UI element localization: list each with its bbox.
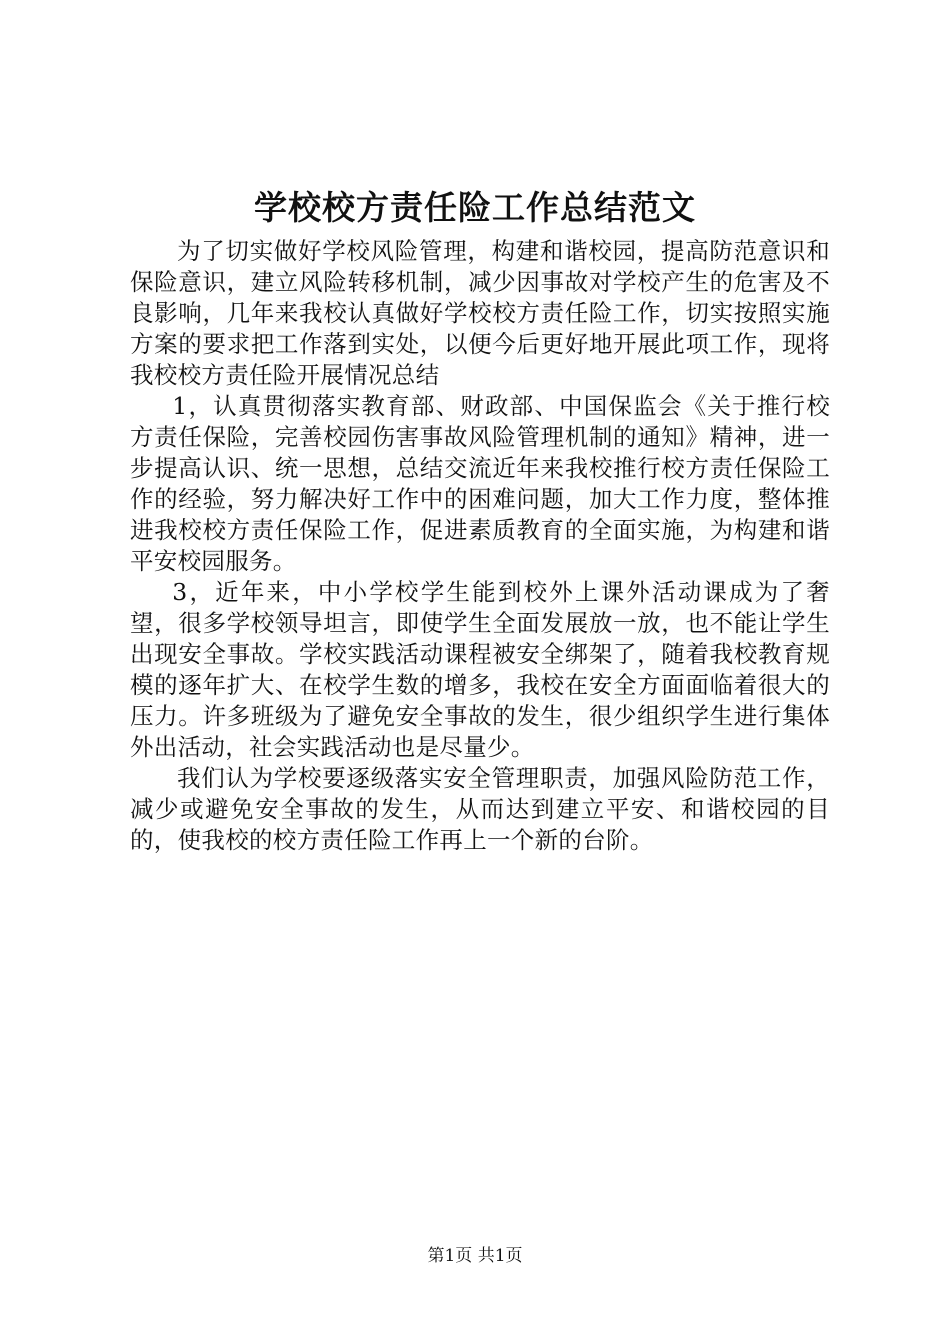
- document-title: 学校校方责任险工作总结范文: [254, 188, 696, 227]
- page-footer: [0, 1245, 950, 1267]
- page-number-label: 第1页 共1页: [427, 1246, 523, 1266]
- paragraph-conclusion: 我们认为学校要逐级落实安全管理职责，加强风险防范工作，减少或避免安全事故的发生，从而达到建立平安、和谐校园的目的，使我校的校方责任险工作再上一个新的台阶。: [130, 764, 830, 854]
- paragraph-item-3: 3，近年来，中小学校学生能到校外上课外活动课成为了奢望，很多学校领导坦言，即使学生全面发展放一放，也不能让学生出现安全事故。学校实践活动课程被安全绑架了，随着我校教育规模的逐年扩大、在校学生数的增多，我校在安全方面面临着很大的压力。许多班级为了避免安全事故的发生，很少组织学生进行集体外出活动，社会实践活动也是尽量少。: [130, 578, 830, 761]
- paragraph-item-1: 1，认真贯彻落实教育部、财政部、中国保监会《关于推行校方责任保险，完善校园伤害事故风险管理机制的通知》精神，进一步提高认识、统一思想，总结交流近年来我校推行校方责任保险工作的经验，努力解决好工作中的困难问题，加大工作力度，整体推进我校校方责任保险工作，促进素质教育的全面实施，为构建和谐平安校园服务。: [130, 392, 830, 575]
- document-body: [130, 236, 830, 856]
- paragraph-intro: 为了切实做好学校风险管理，构建和谐校园，提高防范意识和保险意识，建立风险转移机制，减少因事故对学校产生的危害及不良影响，几年来我校认真做好学校校方责任险工作，切实按照实施方案的要求把工作落到实处，以便今后更好地开展此项工作，现将我校校方责任险开展情况总结: [130, 237, 830, 389]
